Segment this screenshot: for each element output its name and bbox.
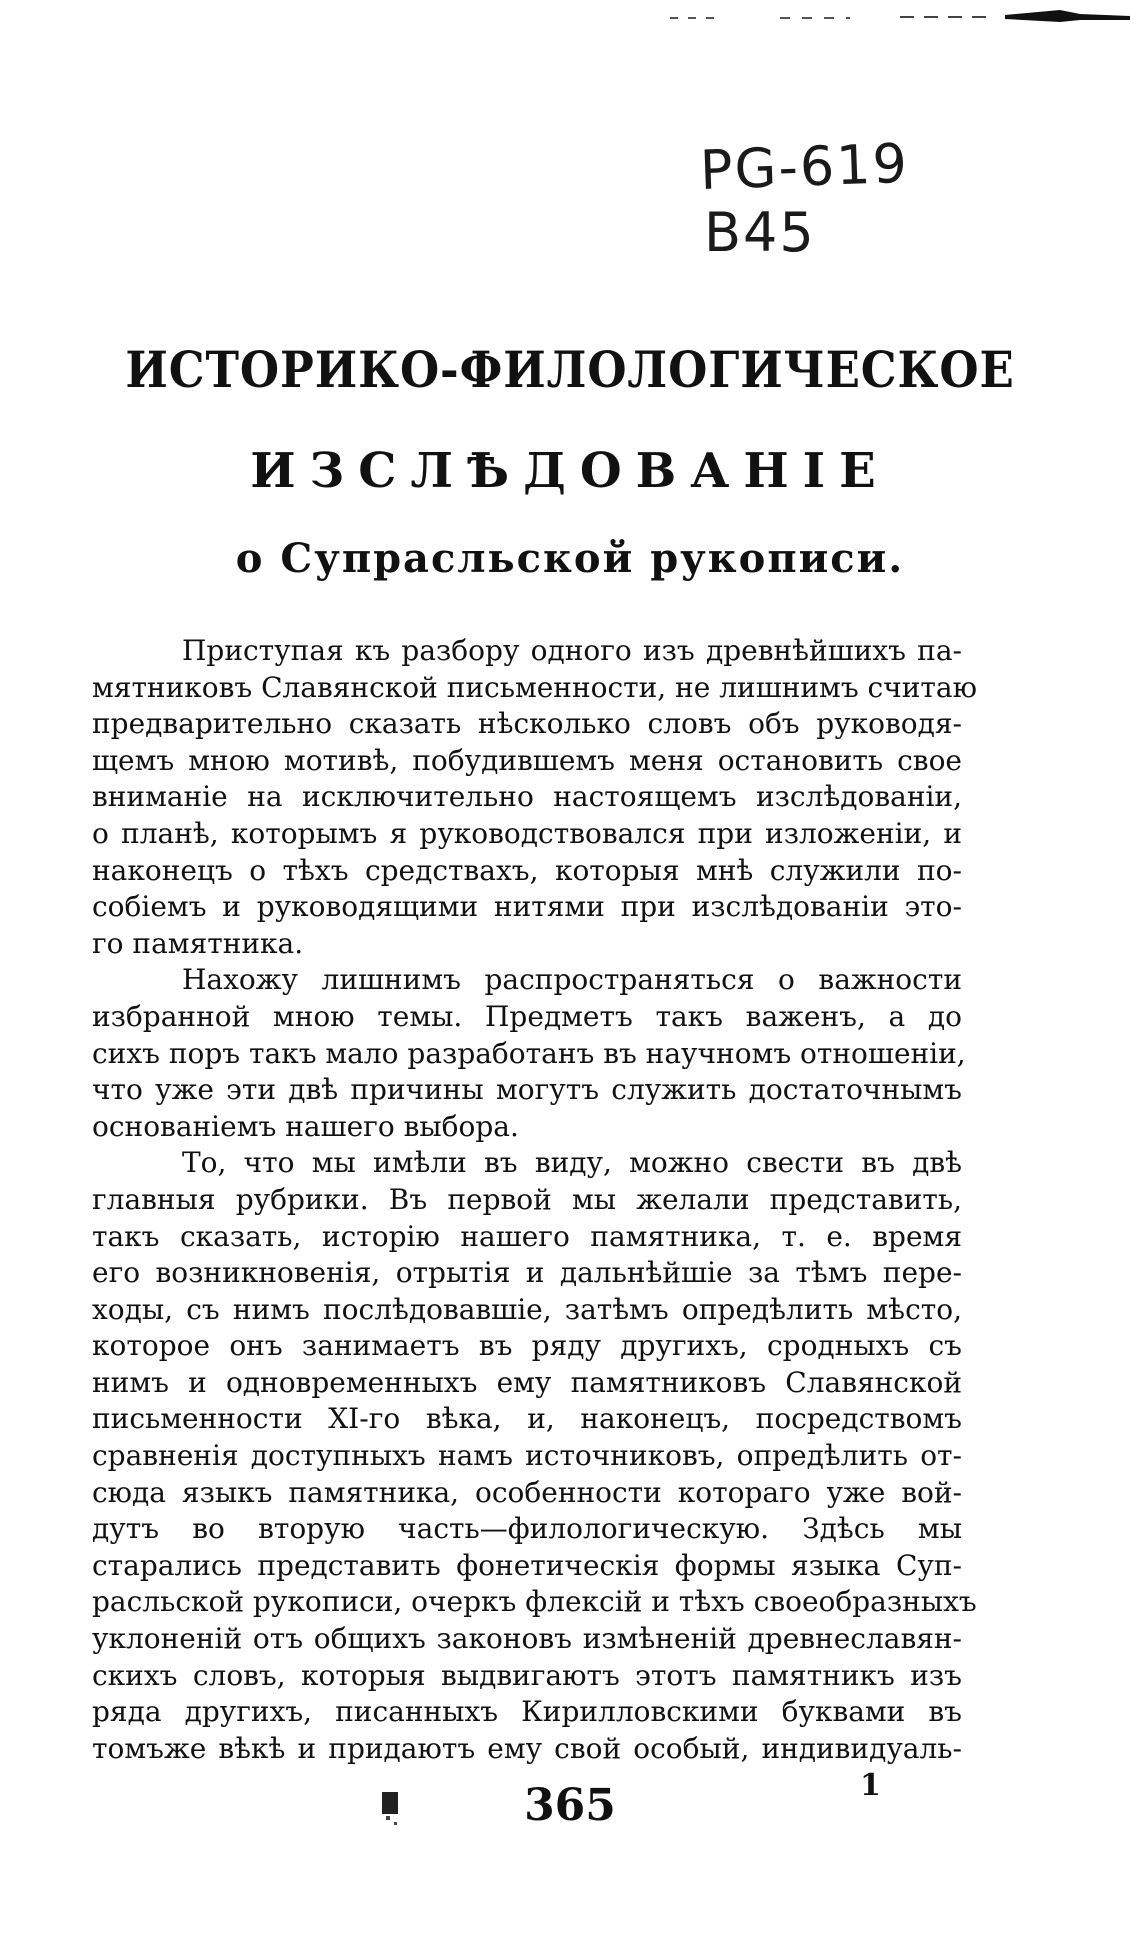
text-line: что уже эти двѣ причины могутъ служить достаточнымъ: [92, 1073, 962, 1107]
text-line: его возникновенія, отрытія и дальнѣйшіе за тѣмъ пере-: [92, 1256, 962, 1290]
text-line: Приступая къ разбору одного изъ древнѣйшихъ па-: [182, 634, 962, 667]
text-line: о планѣ, которымъ я руководствовался при изложеніи, и: [92, 816, 962, 850]
text-line: То, что мы имѣли въ виду, можно свести въ двѣ: [182, 1146, 962, 1180]
scan-artifact-marks: [660, 0, 1140, 30]
text-line: ряда другихъ, писанныхъ Кирилловскими буквами въ: [92, 1695, 962, 1729]
text-line: сихъ поръ такъ мало разработанъ въ научномъ отношеніи,: [92, 1036, 966, 1070]
text-line: расльской рукописи, очеркъ флексій и тѣхъ своеобразныхъ: [92, 1585, 977, 1619]
text-line: главныя рубрики. Въ первой мы желали представить,: [92, 1182, 962, 1216]
text-line: томъже вѣкѣ и придаютъ ему свой особый, индивидуаль-: [92, 1731, 962, 1765]
text-line: основаніемъ нашего выбора.: [92, 1109, 519, 1143]
page-number: 365: [524, 1780, 616, 1831]
text-line: сравненія доступныхъ намъ источниковъ, опредѣлить от-: [92, 1439, 962, 1473]
text-line: щемъ мною мотивѣ, побудившемъ меня остановить свое: [92, 743, 962, 777]
text-line: нимъ и одновременныхъ ему памятниковъ Славянской: [92, 1365, 962, 1399]
text-line: предварительно сказать нѣсколько словъ объ руководя-: [92, 707, 962, 741]
text-line: ходы, съ нимъ послѣдовавшіе, затѣмъ опредѣлить мѣсто,: [92, 1292, 962, 1326]
text-line: мятниковъ Славянской письменности, не лишнимъ считаю: [92, 670, 977, 704]
text-line: собіемъ и руководящими нитями при изслѣдованіи это-: [92, 890, 962, 924]
text-line: скихъ словъ, которыя выдвигаютъ этотъ памятникъ изъ: [92, 1658, 962, 1692]
title-line-2: ИЗСЛѢДОВАНІЕ: [250, 443, 890, 499]
text-line: письменности XI-го вѣка, и, наконецъ, посредствомъ: [92, 1402, 962, 1436]
text-line: такъ сказать, исторію нашего памятника, т. е. время: [92, 1219, 962, 1253]
text-line: которое онъ занимаетъ въ ряду другихъ, сродныхъ съ: [92, 1329, 962, 1363]
title-line-3: о Супрасльской рукописи.: [235, 535, 905, 582]
text-line: наконецъ о тѣхъ средствахъ, которыя мнѣ служили по-: [92, 853, 962, 887]
text-line: го памятника.: [92, 926, 304, 960]
text-line: Нахожу лишнимъ распространяться о важности: [182, 963, 962, 997]
body-text: [92, 633, 977, 1767]
text-line: уклоненій отъ общихъ законовъ измѣненій древнеславян-: [92, 1622, 962, 1656]
call-number-line-2: B45: [704, 201, 816, 264]
text-line: старались представить фонетическія формы языка Суп-: [92, 1548, 962, 1582]
text-line: вниманіе на исключительно настоящемъ изслѣдованіи,: [92, 780, 962, 814]
title-line-1: ИСТОРИКО-ФИЛОЛОГИЧЕСКОЕ: [125, 340, 1015, 399]
text-line: дутъ во вторую часть—филологическую. Здѣсь мы: [92, 1512, 962, 1546]
handwritten-call-number: [698, 131, 920, 270]
signature-mark: 1: [860, 1768, 881, 1803]
call-number-line-1: PG-619: [698, 131, 910, 202]
text-line: сюда языкъ памятника, особенности котораго уже вой-: [92, 1475, 962, 1509]
text-line: избранной мною темы. Предметъ такъ важенъ, а до: [92, 999, 962, 1033]
